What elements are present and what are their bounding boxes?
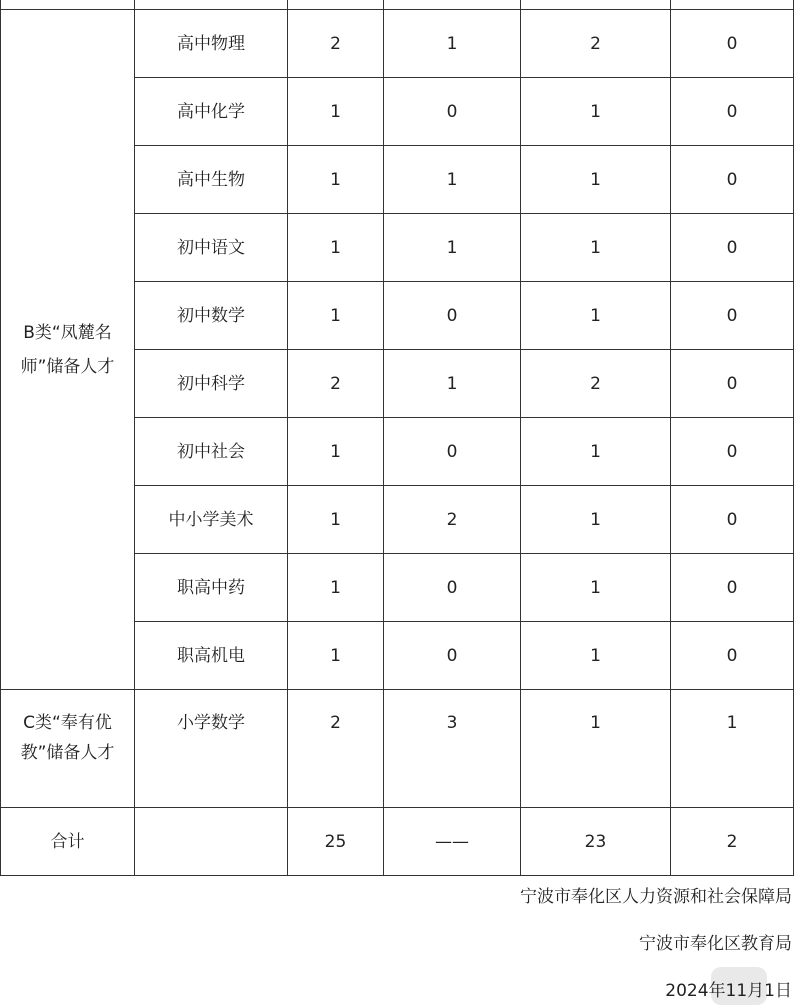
total-value-cell: —— bbox=[384, 808, 521, 876]
subject-cell: 小学数学 bbox=[135, 690, 288, 808]
table-row-cut bbox=[1, 0, 794, 10]
signature-org-hrss: 宁波市奉化区人力资源和社会保障局 bbox=[520, 887, 792, 907]
value-cell: 2 bbox=[384, 486, 521, 554]
value-cell: 1 bbox=[521, 418, 671, 486]
value-cell: 0 bbox=[384, 622, 521, 690]
value-cell: 2 bbox=[288, 10, 384, 78]
subject-cell: 高中物理 bbox=[135, 10, 288, 78]
category-b-label: B类“凤麓名师”储备人才 bbox=[20, 322, 115, 377]
value-cell: 0 bbox=[384, 282, 521, 350]
value-cell: 1 bbox=[288, 78, 384, 146]
value-cell: 1 bbox=[521, 554, 671, 622]
table-row bbox=[1, 690, 794, 808]
value-cell: 2 bbox=[521, 350, 671, 418]
subject-cell: 初中数学 bbox=[135, 282, 288, 350]
category-b-cell bbox=[1, 10, 135, 690]
value-cell: 0 bbox=[671, 78, 794, 146]
value-cell: 1 bbox=[288, 622, 384, 690]
total-value-cell: 2 bbox=[671, 808, 794, 876]
value-cell: 1 bbox=[521, 622, 671, 690]
subject-cell: 职高机电 bbox=[135, 622, 288, 690]
total-row bbox=[1, 808, 794, 876]
value-cell: 1 bbox=[521, 282, 671, 350]
subject-cell: 中小学美术 bbox=[135, 486, 288, 554]
value-cell: 1 bbox=[288, 146, 384, 214]
value-cell: 2 bbox=[288, 350, 384, 418]
signature-date bbox=[665, 976, 792, 1001]
total-label: 合计 bbox=[1, 808, 135, 876]
value-cell: 0 bbox=[671, 214, 794, 282]
subject-cell: 职高中药 bbox=[135, 554, 288, 622]
value-cell: 1 bbox=[521, 214, 671, 282]
value-cell: 0 bbox=[671, 282, 794, 350]
value-cell: 0 bbox=[671, 10, 794, 78]
value-cell: 2 bbox=[288, 690, 384, 808]
value-cell: 1 bbox=[521, 146, 671, 214]
value-cell: 0 bbox=[384, 554, 521, 622]
value-cell: 1 bbox=[288, 214, 384, 282]
value-cell: 0 bbox=[671, 146, 794, 214]
value-cell: 1 bbox=[671, 690, 794, 808]
category-c-cell bbox=[1, 690, 135, 808]
value-cell: 0 bbox=[384, 78, 521, 146]
value-cell: 0 bbox=[384, 418, 521, 486]
subject-cell: 高中生物 bbox=[135, 146, 288, 214]
value-cell: 1 bbox=[521, 78, 671, 146]
value-cell: 0 bbox=[671, 350, 794, 418]
value-cell: 1 bbox=[521, 486, 671, 554]
table-row bbox=[1, 10, 794, 78]
value-cell: 1 bbox=[288, 486, 384, 554]
value-cell: 1 bbox=[384, 10, 521, 78]
total-subject-cell bbox=[135, 808, 288, 876]
value-cell: 0 bbox=[671, 554, 794, 622]
value-cell: 1 bbox=[288, 282, 384, 350]
subject-cell: 初中社会 bbox=[135, 418, 288, 486]
value-cell: 0 bbox=[671, 418, 794, 486]
subject-cell: 高中化学 bbox=[135, 78, 288, 146]
value-cell: 1 bbox=[384, 350, 521, 418]
date-wrapper bbox=[665, 976, 792, 1001]
subject-cell: 初中科学 bbox=[135, 350, 288, 418]
total-value-cell: 23 bbox=[521, 808, 671, 876]
subject-cell: 初中语文 bbox=[135, 214, 288, 282]
date-text: 2024年11月1日 bbox=[665, 981, 792, 1001]
signature-org-education: 宁波市奉化区教育局 bbox=[639, 934, 792, 954]
value-cell: 1 bbox=[288, 554, 384, 622]
value-cell: 3 bbox=[384, 690, 521, 808]
category-c-label: C类“奉有优教”储备人才 bbox=[20, 713, 115, 763]
value-cell: 2 bbox=[521, 10, 671, 78]
value-cell: 1 bbox=[288, 418, 384, 486]
total-value-cell: 25 bbox=[288, 808, 384, 876]
value-cell: 1 bbox=[384, 214, 521, 282]
value-cell: 0 bbox=[671, 622, 794, 690]
value-cell: 0 bbox=[671, 486, 794, 554]
value-cell: 1 bbox=[384, 146, 521, 214]
value-cell: 1 bbox=[521, 690, 671, 808]
